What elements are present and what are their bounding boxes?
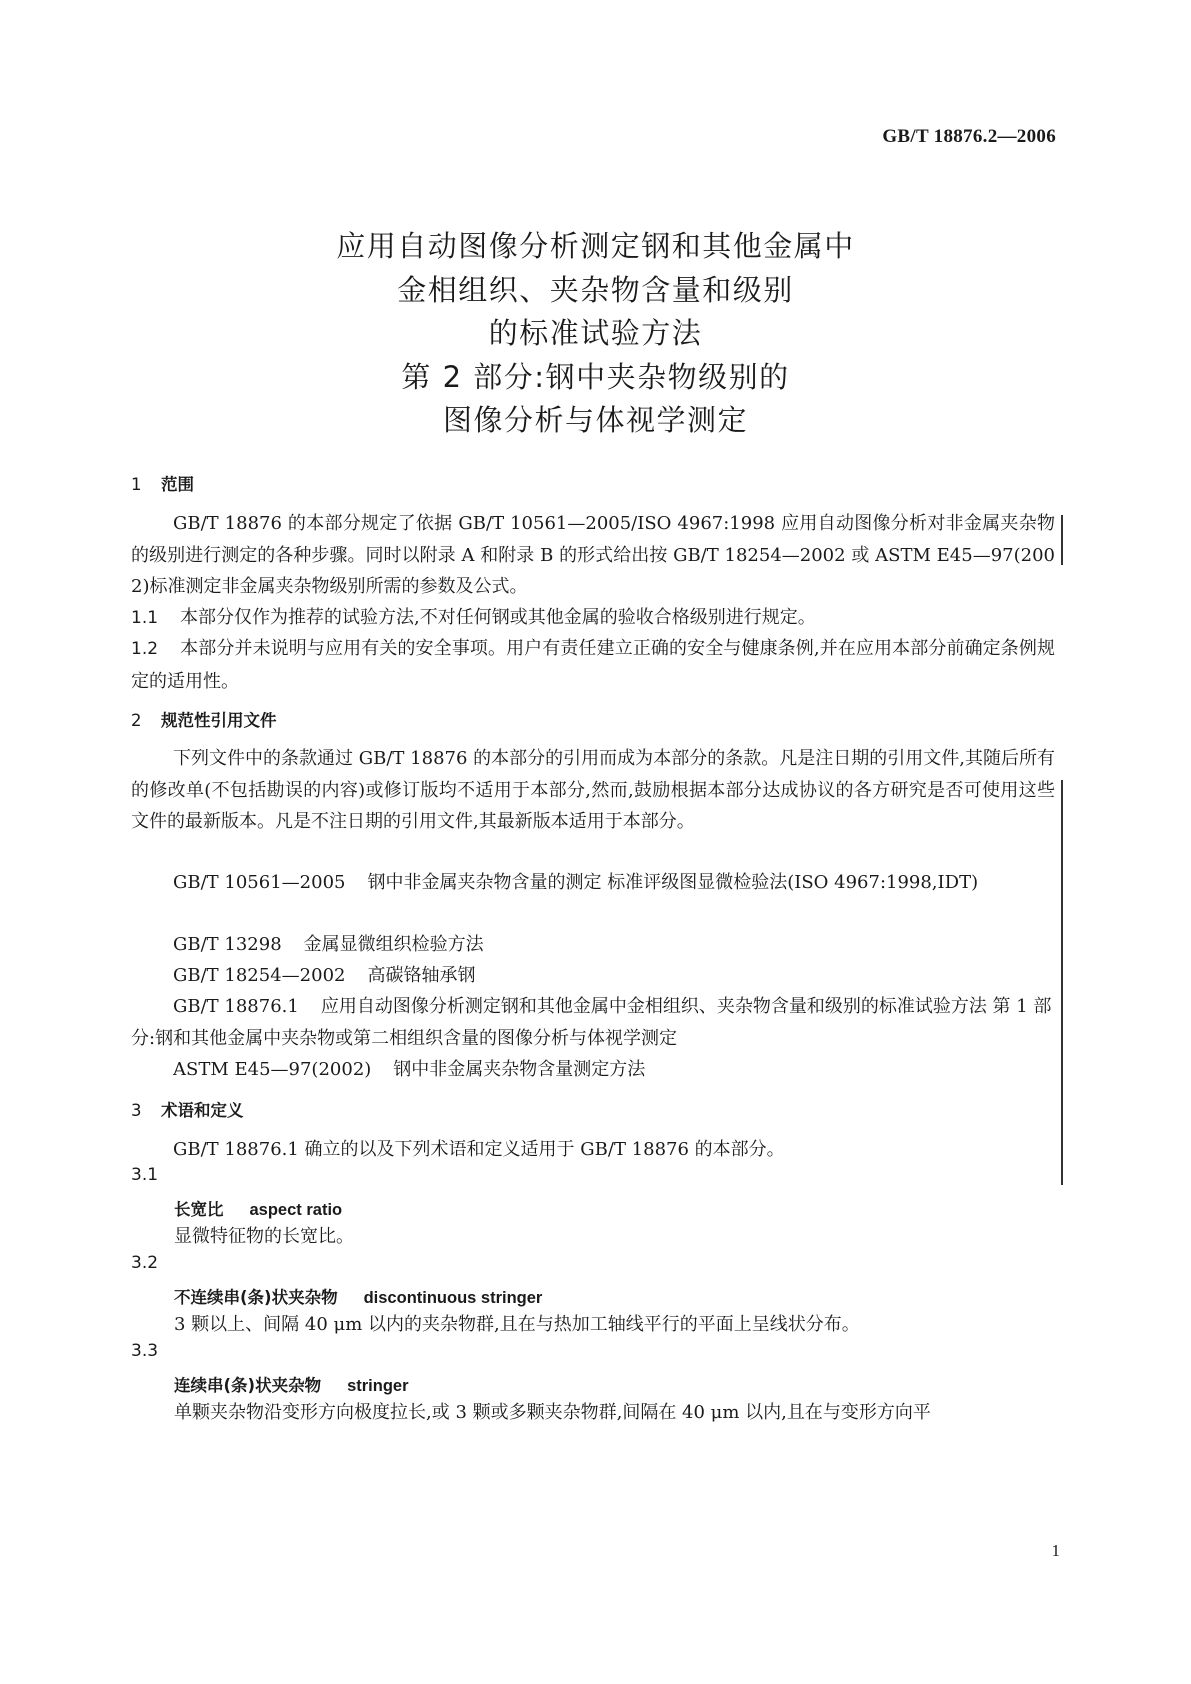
section-heading-terms: 3 术语和定义	[131, 1101, 244, 1120]
reference-item: GB/T 18254—2002 高碳铬轴承钢	[173, 965, 476, 986]
term-number: 3.1	[131, 1165, 159, 1185]
reference-item: GB/T 18876.1 应用自动图像分析测定钢和其他金属中金相组织、夹杂物含量和级别的标准试验方法 第 1 部分:钢和其他金属中夹杂物或第二相组织含量的图像分析与体视学测定	[131, 996, 1052, 1049]
term-definition: 单颗夹杂物沿变形方向极度拉长,或 3 颗或多颗夹杂物群,间隔在 40 μm 以内,且在与变形方向平	[174, 1402, 931, 1423]
references-intro: 下列文件中的条款通过 GB/T 18876 的本部分的引用而成为本部分的条款。凡是注日期的引用文件,其随后所有的修改单(不包括勘误的内容)或修订版均不适用于本部分,然而,鼓励根据本部分达成协议的各方研究是否可使用这些文件的最新版本。凡是不注日期的引用文件,其最新版本适用于本部分。	[131, 748, 1055, 832]
term-name: 长宽比 aspect ratio	[174, 1200, 343, 1219]
section-heading-scope: 1 范围	[131, 475, 194, 494]
title-line: 图像分析与体视学测定	[442, 403, 748, 437]
reference-item: GB/T 13298 金属显微组织检验方法	[173, 934, 484, 955]
revision-change-bar	[1061, 780, 1063, 1185]
section-heading-normative-references: 2 规范性引用文件	[131, 711, 277, 730]
clause-1-2: 1.2 本部分并未说明与应用有关的安全事项。用户有责任建立正确的安全与健康条例,并在应用本部分前确定条例规定的适用性。	[131, 638, 1055, 692]
clause-1-1: 1.1 本部分仅作为推荐的试验方法,不对任何钢或其他金属的验收合格级别进行规定。	[131, 607, 816, 628]
title-line: 金相组织、夹杂物含量和级别	[397, 272, 794, 307]
reference-item: GB/T 10561—2005 钢中非金属夹杂物含量的测定 标准评级图显微检验法(ISO 4967:1998,IDT)	[173, 872, 979, 893]
page-number: 1	[1051, 1541, 1060, 1560]
scope-paragraph: GB/T 18876 的本部分规定了依据 GB/T 10561—2005/ISO 4967:1998 应用自动图像分析对非金属夹杂物的级别进行测定的各种步骤。同时以附录 A 和附录 B 的形式给出按 GB/T 18254—2002 或 ASTM E45—97(2002)标准测定非金属夹杂物级别所需的参数及公式。	[131, 513, 1055, 597]
reference-item: ASTM E45—97(2002) 钢中非金属夹杂物含量测定方法	[173, 1059, 646, 1080]
term-name: 连续串(条)状夹杂物 stringer	[174, 1376, 409, 1395]
term-number: 3.3	[131, 1341, 159, 1361]
title-line: 应用自动图像分析测定钢和其他金属中	[336, 229, 855, 263]
term-number: 3.2	[131, 1253, 159, 1273]
term-definition: 显微特征物的长宽比。	[174, 1226, 354, 1247]
title-line: 第 2 部分:钢中夹杂物级别的	[401, 359, 790, 394]
revision-change-bar	[1061, 515, 1063, 565]
term-definition: 3 颗以上、间隔 40 μm 以内的夹杂物群,且在与热加工轴线平行的平面上呈线状分布。	[174, 1314, 860, 1335]
title-line: 的标准试验方法	[488, 316, 703, 350]
term-name: 不连续串(条)状夹杂物 discontinuous stringer	[174, 1288, 543, 1307]
document-title	[0, 225, 1191, 443]
terms-intro: GB/T 18876.1 确立的以及下列术语和定义适用于 GB/T 18876 的本部分。	[173, 1139, 785, 1160]
standard-code: GB/T 18876.2—2006	[882, 126, 1056, 147]
